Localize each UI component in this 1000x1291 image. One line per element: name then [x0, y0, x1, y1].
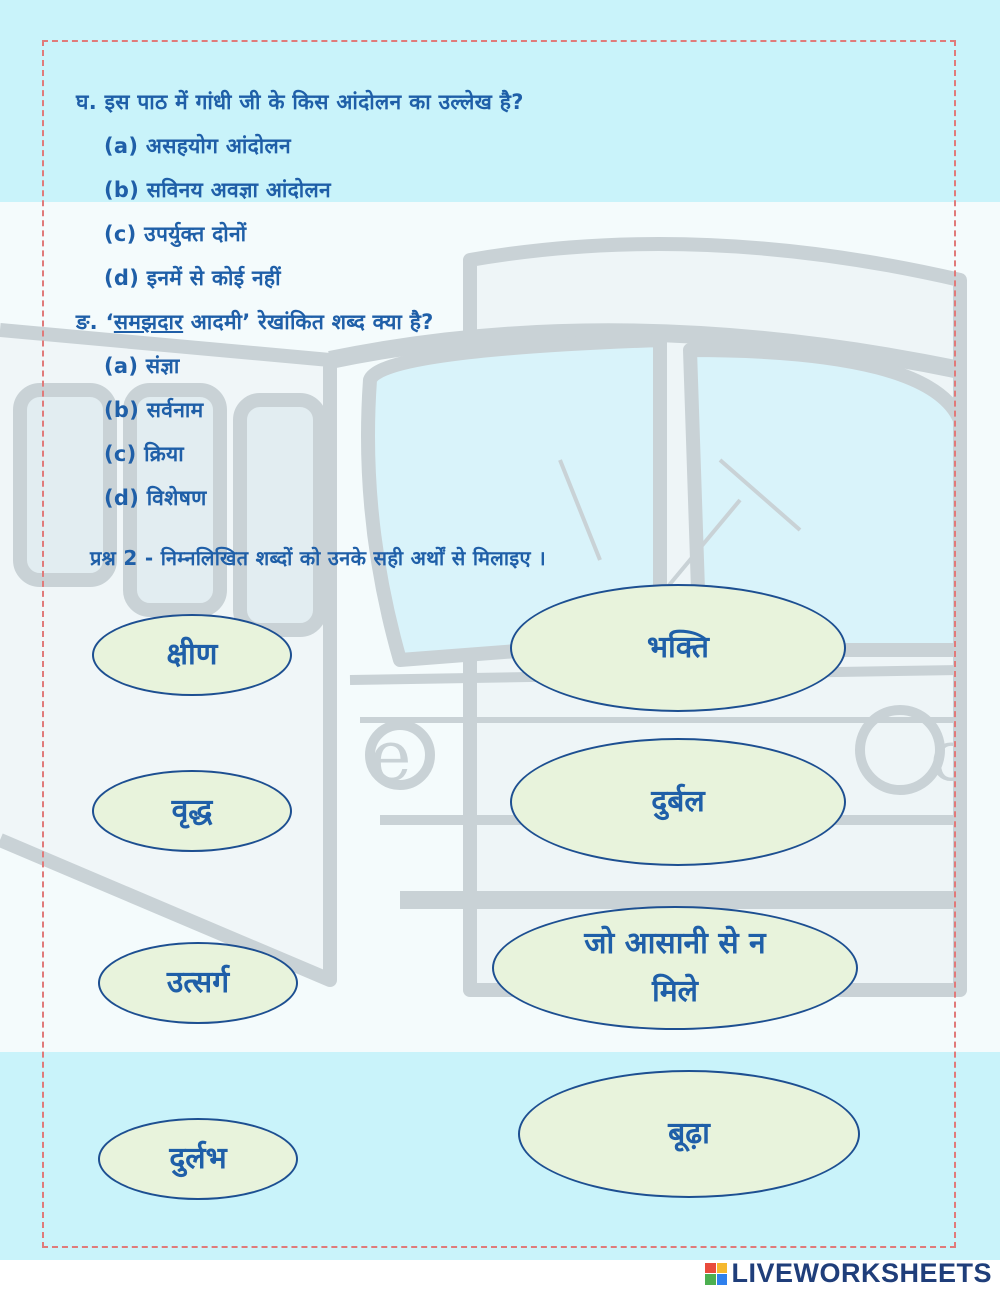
match-right-bhakti-label: भक्ति — [646, 630, 710, 665]
liveworksheets-text: LIVEWORKSHEETS — [731, 1258, 992, 1288]
match-right-rare-meaning[interactable] — [492, 906, 858, 1030]
question-nga-suffix: आदमी’ रेखांकित शब्द क्या है? — [183, 310, 434, 334]
match-right-boodha-label: बूढ़ा — [668, 1116, 710, 1151]
svg-text:c: c — [930, 715, 970, 797]
question-gha: घ. इस पाठ में गांधी जी के किस आंदोलन का उल्लेख है? — [76, 90, 524, 114]
match-left-utsarg[interactable] — [98, 942, 298, 1024]
match-left-utsarg-label: उत्सर्ग — [166, 965, 230, 1000]
match-left-kshin[interactable] — [92, 614, 292, 696]
option-a-gha: (a) असहयोग आंदोलन — [104, 134, 291, 158]
option-a-nga: (a) संज्ञा — [104, 354, 180, 378]
match-right-rare-meaning-line1: जो आसानी से न — [584, 926, 766, 961]
section2-heading: प्रश्न 2 - निम्नलिखित शब्दों को उनके सही अर्थों से मिलाइए । — [90, 546, 546, 570]
match-right-bhakti[interactable] — [510, 584, 846, 712]
match-left-durlabh-label: दुर्लभ — [169, 1141, 227, 1176]
match-right-durbal[interactable] — [510, 738, 846, 866]
option-c-nga: (c) क्रिया — [104, 442, 184, 466]
question-nga — [76, 308, 434, 336]
option-d-gha: (d) इनमें से कोई नहीं — [104, 266, 281, 290]
match-left-kshin-label: क्षीण — [166, 637, 218, 672]
option-b-nga: (b) सर्वनाम — [104, 398, 204, 422]
liveworksheets-icon — [705, 1263, 727, 1285]
svg-text:e: e — [370, 715, 412, 797]
option-b-gha: (b) सविनय अवज्ञा आंदोलन — [104, 178, 331, 202]
match-right-rare-meaning-line2: मिले — [651, 974, 699, 1009]
liveworksheets-logo — [705, 1258, 992, 1289]
option-c-gha: (c) उपर्युक्त दोनों — [104, 222, 247, 246]
underlined-word: समझदार — [113, 310, 184, 334]
question-nga-prefix: ङ. ‘ — [76, 310, 114, 334]
match-right-boodha[interactable] — [518, 1070, 860, 1198]
match-left-vriddh-label: वृद्ध — [171, 793, 213, 828]
match-right-durbal-label: दुर्बल — [651, 784, 705, 819]
match-left-vriddh[interactable] — [92, 770, 292, 852]
match-left-durlabh[interactable] — [98, 1118, 298, 1200]
option-d-nga: (d) विशेषण — [104, 486, 207, 510]
